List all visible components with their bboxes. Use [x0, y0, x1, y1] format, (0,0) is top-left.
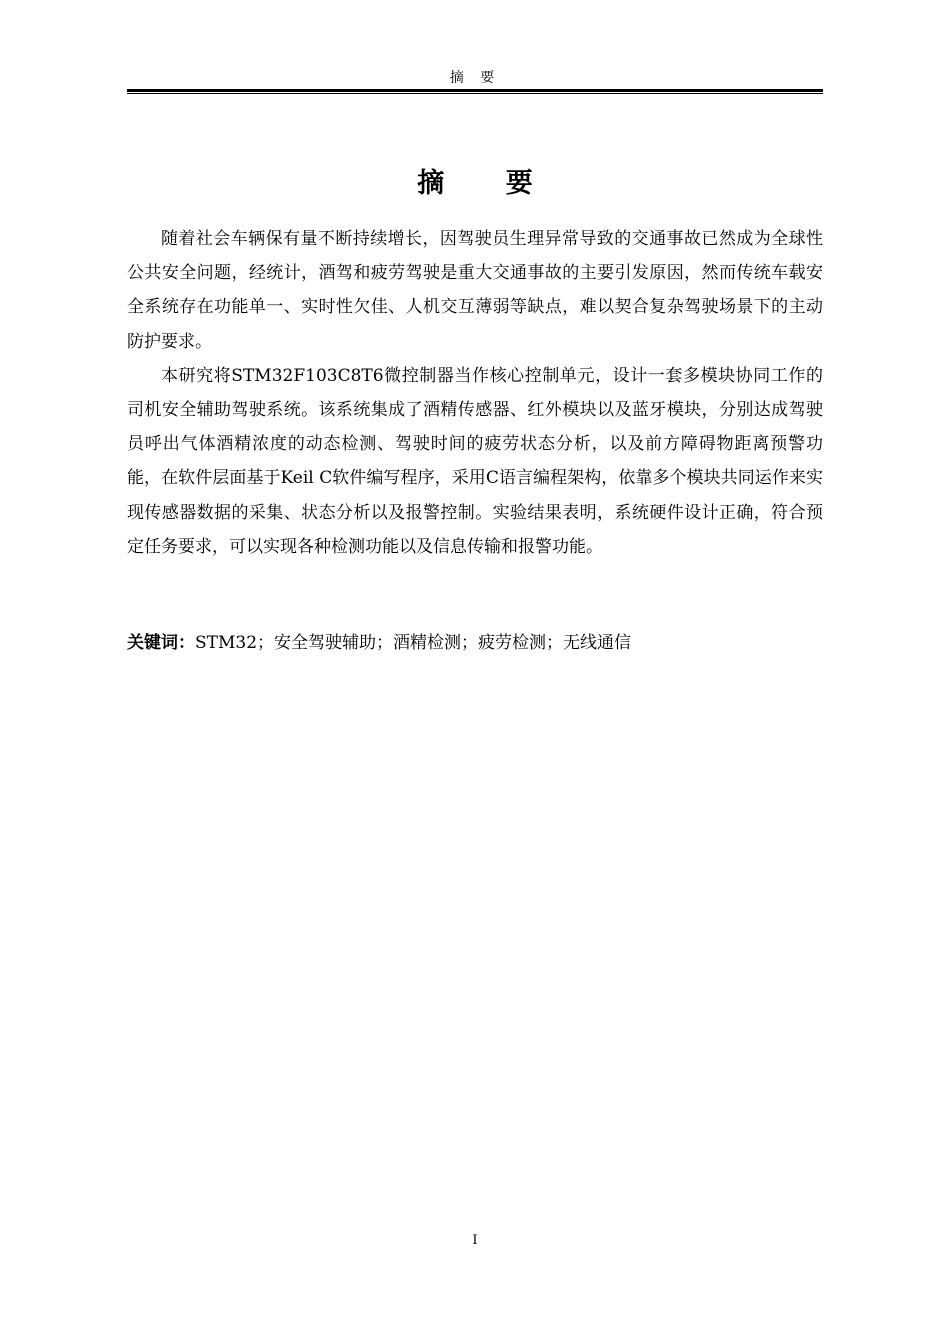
keywords-line — [127, 626, 823, 660]
header-rule-thick — [127, 89, 823, 92]
keywords-label: 关键词： — [127, 633, 195, 653]
abstract-paragraph-2: 本研究将STM32F103C8T6微控制器当作核心控制单元，设计一套多模块协同工作的司机安全辅助驾驶系统。该系统集成了酒精传感器、红外模块以及蓝牙模块，分别达成驾驶员呼出气体酒精浓度的动态检测、驾驶时间的疲劳状态分析，以及前方障碍物距离预警功能，在软件层面基于Keil C软件编写程序，采用C语言编程架构，依靠多个模块共同运作来实现传感器数据的采集、状态分析以及报警控制。实验结果表明，系统硬件设计正确，符合预定任务要求，可以实现各种检测功能以及信息传输和报警功能。 — [127, 365, 823, 557]
keywords-value: STM32；安全驾驶辅助；酒精检测；疲劳检测；无线通信 — [195, 633, 632, 653]
page-number: I — [472, 1233, 478, 1248]
abstract-title: 摘 要 — [417, 168, 559, 199]
header-rule-thin — [127, 93, 823, 94]
abstract-body — [127, 222, 823, 564]
running-header: 摘 要 — [449, 70, 501, 86]
abstract-paragraph-1: 随着社会车辆保有量不断持续增长，因驾驶员生理异常导致的交通事故已然成为全球性公共安全问题，经统计，酒驾和疲劳驾驶是重大交通事故的主要引发原因，然而传统车载安全系统存在功能单一、实时性欠佳、人机交互薄弱等缺点，难以契合复杂驾驶场景下的主动防护要求。 — [127, 229, 823, 352]
